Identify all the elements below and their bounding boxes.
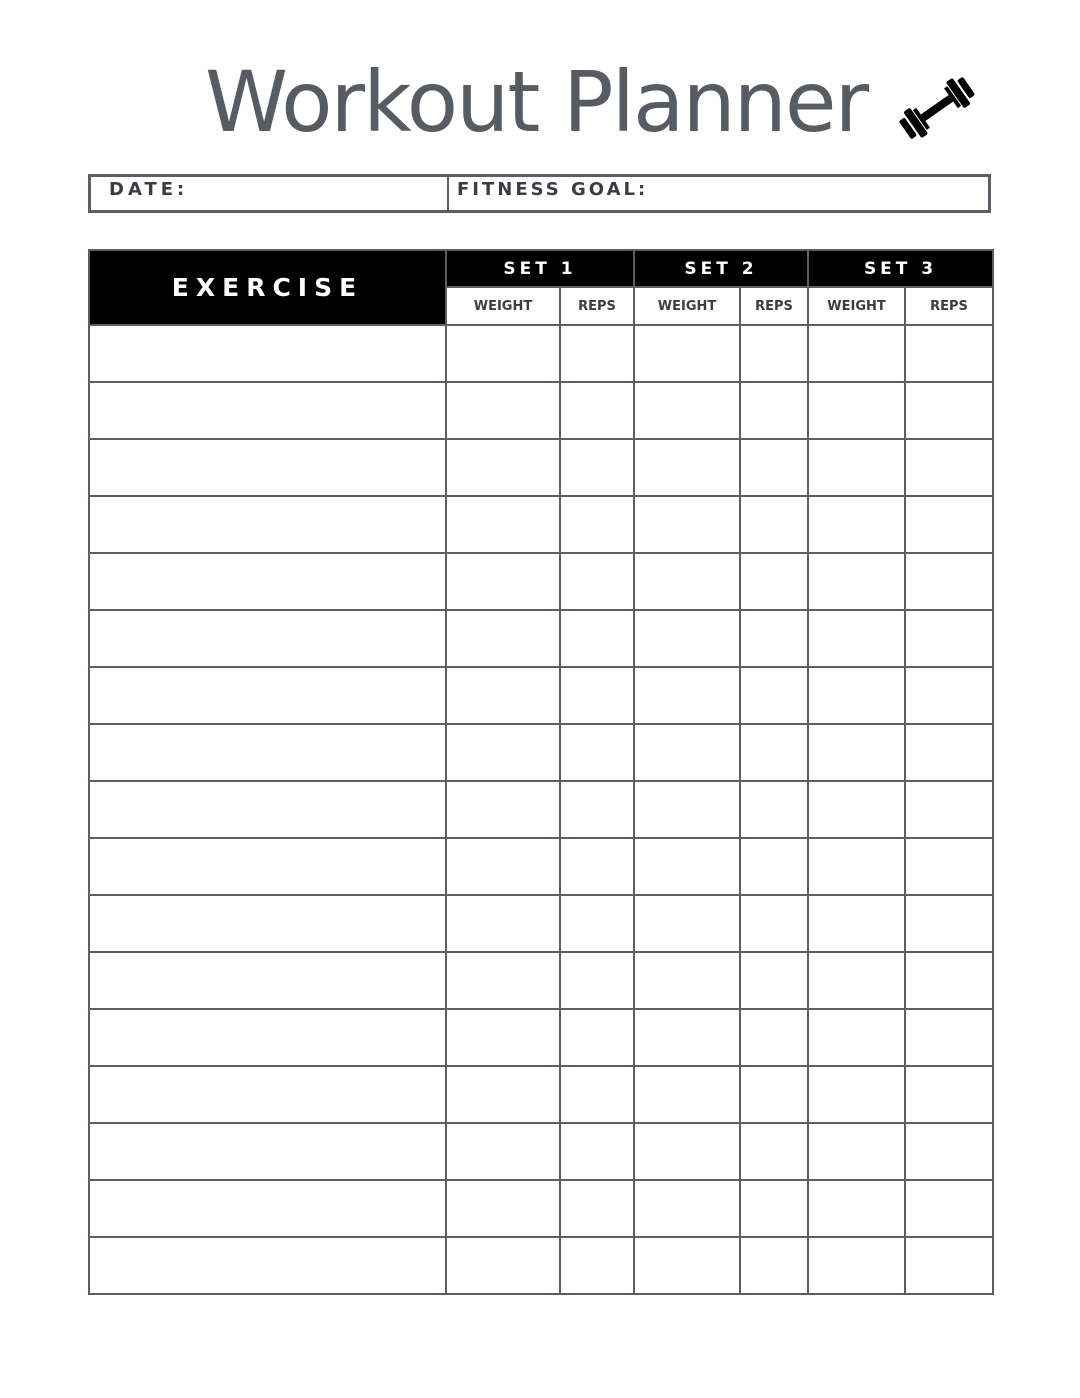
- set-3-reps-cell: [905, 1123, 993, 1180]
- table-row: [89, 553, 993, 610]
- exercise-header: EXERCISE: [89, 250, 446, 325]
- set-1-weight-cell: [446, 1009, 560, 1066]
- table-row: [89, 1237, 993, 1294]
- set-header-row: [89, 250, 993, 287]
- table-row: [89, 724, 993, 781]
- set-2-weight-cell: [634, 325, 740, 382]
- table-row: [89, 838, 993, 895]
- set-3-reps-cell: [905, 610, 993, 667]
- set-1-weight-cell: [446, 553, 560, 610]
- exercise-cell: [89, 325, 446, 382]
- set-3-header: SET 3: [808, 250, 993, 287]
- set-3-reps-cell: [905, 838, 993, 895]
- set-1-reps-cell: [560, 1180, 634, 1237]
- table-row: [89, 439, 993, 496]
- set-1-weight-cell: [446, 496, 560, 553]
- table-row: [89, 610, 993, 667]
- exercise-cell: [89, 838, 446, 895]
- set-1-reps-cell: [560, 1123, 634, 1180]
- set-1-reps-cell: [560, 724, 634, 781]
- set-2-reps-cell: [740, 667, 808, 724]
- set-3-reps-header: REPS: [905, 287, 993, 325]
- table-row: [89, 952, 993, 1009]
- set-1-reps-cell: [560, 895, 634, 952]
- set-3-weight-cell: [808, 952, 905, 1009]
- set-3-weight-cell: [808, 781, 905, 838]
- exercise-cell: [89, 439, 446, 496]
- set-3-reps-cell: [905, 1237, 993, 1294]
- date-label: DATE:: [109, 179, 189, 200]
- set-2-weight-cell: [634, 1009, 740, 1066]
- set-2-reps-cell: [740, 325, 808, 382]
- set-3-weight-cell: [808, 382, 905, 439]
- table-row: [89, 781, 993, 838]
- set-3-reps-cell: [905, 439, 993, 496]
- set-3-weight-header: WEIGHT: [808, 287, 905, 325]
- table-row: [89, 1123, 993, 1180]
- set-2-reps-header: REPS: [740, 287, 808, 325]
- set-2-reps-cell: [740, 1123, 808, 1180]
- set-1-reps-cell: [560, 952, 634, 1009]
- set-2-reps-cell: [740, 1237, 808, 1294]
- set-1-weight-cell: [446, 667, 560, 724]
- workout-table: [88, 249, 994, 1295]
- set-1-weight-cell: [446, 952, 560, 1009]
- set-1-weight-cell: [446, 382, 560, 439]
- info-box: [88, 174, 991, 213]
- set-2-reps-cell: [740, 781, 808, 838]
- set-2-weight-header: WEIGHT: [634, 287, 740, 325]
- set-3-reps-cell: [905, 382, 993, 439]
- set-1-weight-header: WEIGHT: [446, 287, 560, 325]
- set-2-reps-cell: [740, 1066, 808, 1123]
- set-2-weight-cell: [634, 496, 740, 553]
- set-1-reps-cell: [560, 325, 634, 382]
- exercise-cell: [89, 952, 446, 1009]
- set-3-reps-cell: [905, 952, 993, 1009]
- set-2-reps-cell: [740, 1180, 808, 1237]
- exercise-cell: [89, 1123, 446, 1180]
- set-3-weight-cell: [808, 667, 905, 724]
- set-3-weight-cell: [808, 1066, 905, 1123]
- set-2-reps-cell: [740, 553, 808, 610]
- set-1-weight-cell: [446, 439, 560, 496]
- set-2-weight-cell: [634, 724, 740, 781]
- set-3-reps-cell: [905, 553, 993, 610]
- set-3-weight-cell: [808, 724, 905, 781]
- set-2-header: SET 2: [634, 250, 808, 287]
- set-1-reps-cell: [560, 1009, 634, 1066]
- set-2-weight-cell: [634, 1180, 740, 1237]
- table-row: [89, 325, 993, 382]
- set-2-reps-cell: [740, 496, 808, 553]
- set-1-weight-cell: [446, 724, 560, 781]
- set-2-reps-cell: [740, 1009, 808, 1066]
- set-1-reps-cell: [560, 382, 634, 439]
- table-body: [89, 325, 993, 1294]
- set-2-reps-cell: [740, 382, 808, 439]
- info-divider: [447, 177, 449, 210]
- set-3-weight-cell: [808, 553, 905, 610]
- table-row: [89, 1180, 993, 1237]
- table-row: [89, 382, 993, 439]
- exercise-cell: [89, 553, 446, 610]
- set-1-reps-cell: [560, 781, 634, 838]
- set-3-reps-cell: [905, 1066, 993, 1123]
- set-2-reps-cell: [740, 895, 808, 952]
- fitness-goal-label: FITNESS GOAL:: [457, 179, 649, 200]
- set-2-weight-cell: [634, 952, 740, 1009]
- set-1-weight-cell: [446, 838, 560, 895]
- set-1-reps-cell: [560, 667, 634, 724]
- set-1-weight-cell: [446, 781, 560, 838]
- table-row: [89, 1066, 993, 1123]
- exercise-cell: [89, 1009, 446, 1066]
- set-2-reps-cell: [740, 439, 808, 496]
- exercise-cell: [89, 1180, 446, 1237]
- set-2-weight-cell: [634, 553, 740, 610]
- set-1-weight-cell: [446, 1180, 560, 1237]
- set-2-weight-cell: [634, 382, 740, 439]
- set-3-reps-cell: [905, 325, 993, 382]
- set-3-weight-cell: [808, 1009, 905, 1066]
- set-2-reps-cell: [740, 724, 808, 781]
- set-1-weight-cell: [446, 1237, 560, 1294]
- exercise-cell: [89, 496, 446, 553]
- set-1-reps-cell: [560, 1237, 634, 1294]
- set-1-weight-cell: [446, 610, 560, 667]
- set-2-weight-cell: [634, 667, 740, 724]
- set-2-weight-cell: [634, 838, 740, 895]
- set-1-reps-cell: [560, 838, 634, 895]
- set-2-weight-cell: [634, 610, 740, 667]
- set-1-weight-cell: [446, 1123, 560, 1180]
- set-2-weight-cell: [634, 1123, 740, 1180]
- set-1-reps-cell: [560, 553, 634, 610]
- set-3-weight-cell: [808, 439, 905, 496]
- set-3-weight-cell: [808, 1237, 905, 1294]
- set-2-weight-cell: [634, 439, 740, 496]
- exercise-cell: [89, 610, 446, 667]
- set-3-reps-cell: [905, 496, 993, 553]
- exercise-cell: [89, 1066, 446, 1123]
- set-3-weight-cell: [808, 1180, 905, 1237]
- set-1-reps-cell: [560, 496, 634, 553]
- set-1-reps-cell: [560, 610, 634, 667]
- exercise-cell: [89, 667, 446, 724]
- set-2-weight-cell: [634, 1066, 740, 1123]
- exercise-cell: [89, 781, 446, 838]
- set-3-weight-cell: [808, 496, 905, 553]
- set-3-weight-cell: [808, 895, 905, 952]
- table-row: [89, 895, 993, 952]
- set-3-weight-cell: [808, 1123, 905, 1180]
- set-3-weight-cell: [808, 325, 905, 382]
- exercise-cell: [89, 1237, 446, 1294]
- set-1-weight-cell: [446, 1066, 560, 1123]
- set-2-reps-cell: [740, 838, 808, 895]
- set-2-reps-cell: [740, 610, 808, 667]
- exercise-cell: [89, 724, 446, 781]
- set-3-reps-cell: [905, 1180, 993, 1237]
- set-3-reps-cell: [905, 1009, 993, 1066]
- set-3-reps-cell: [905, 781, 993, 838]
- set-3-reps-cell: [905, 724, 993, 781]
- exercise-cell: [89, 382, 446, 439]
- table-row: [89, 1009, 993, 1066]
- set-3-reps-cell: [905, 667, 993, 724]
- set-1-weight-cell: [446, 895, 560, 952]
- set-1-reps-cell: [560, 439, 634, 496]
- set-2-reps-cell: [740, 952, 808, 1009]
- set-2-weight-cell: [634, 1237, 740, 1294]
- set-3-weight-cell: [808, 610, 905, 667]
- dumbbell-icon: [898, 74, 976, 142]
- set-1-header: SET 1: [446, 250, 634, 287]
- set-1-reps-header: REPS: [560, 287, 634, 325]
- exercise-cell: [89, 895, 446, 952]
- table-row: [89, 496, 993, 553]
- set-3-weight-cell: [808, 838, 905, 895]
- set-1-reps-cell: [560, 1066, 634, 1123]
- set-2-weight-cell: [634, 781, 740, 838]
- table-row: [89, 667, 993, 724]
- set-2-weight-cell: [634, 895, 740, 952]
- set-1-weight-cell: [446, 325, 560, 382]
- set-3-reps-cell: [905, 895, 993, 952]
- page-title: Workout Planner: [205, 53, 868, 151]
